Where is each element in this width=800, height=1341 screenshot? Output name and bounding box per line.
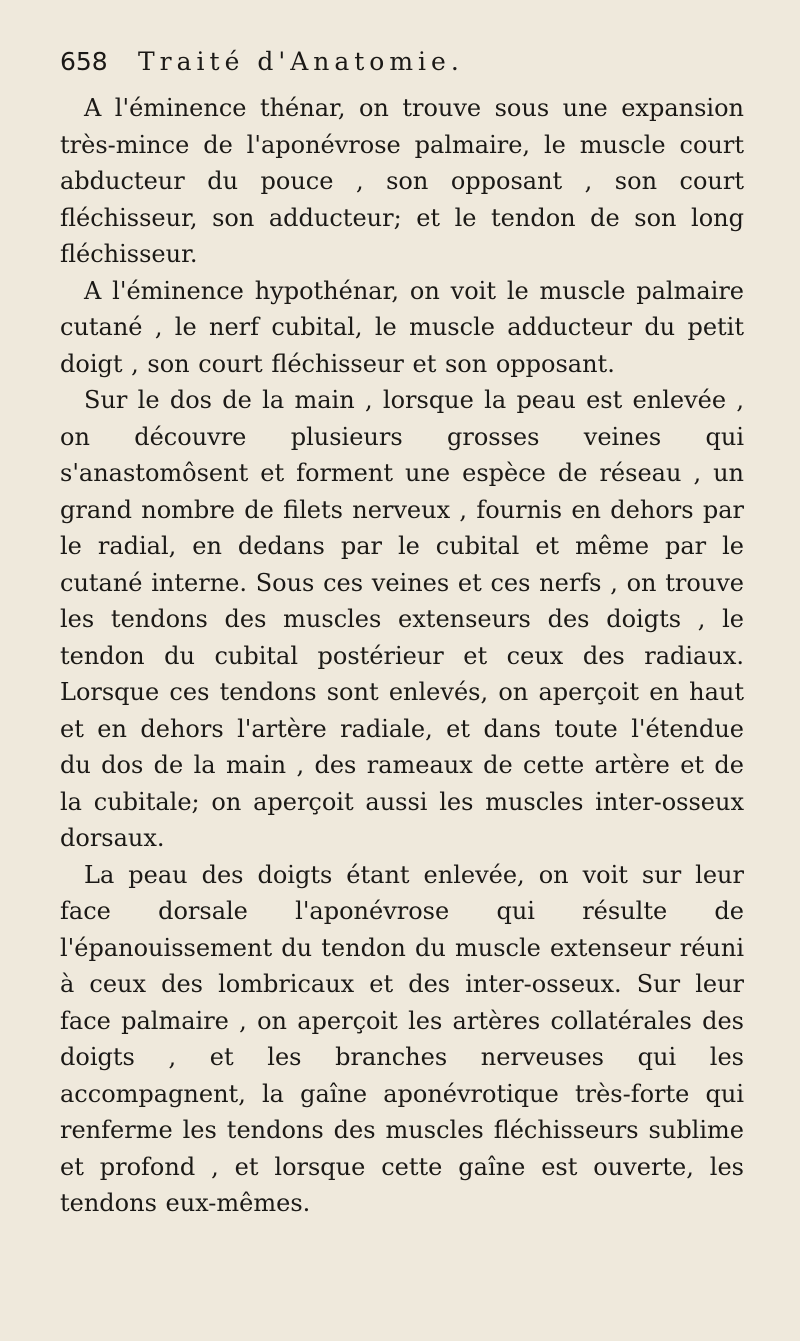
running-head: [60, 40, 744, 84]
paragraph-dos-de-la-main: Sur le dos de la main , lorsque la peau est enlevée , on découvre plusieurs grosses veines qui s'anastomôsent et forment une espèce de réseau , un grand nombre de filets nerveux , fournis en dehors par le radial, en dedans par le cubital et même par le cutané interne. Sous ces veines et ces nerfs , on trouve les tendons des muscles extenseurs des doigts , le tendon du cubital postérieur et ceux des radiaux. Lorsque ces tendons sont enlevés, on aperçoit en haut et en dehors l'artère radiale, et dans toute l'étendue du dos de la main , des rameaux de cette artère et de la cubitale; on aperçoit aussi les muscles inter-osseux dorsaux.: [60, 386, 744, 852]
paragraph-thenar: A l'éminence thénar, on trouve sous une expansion très-mince de l'aponévrose palmaire, le muscle court abducteur du pouce , son opposant , son court fléchisseur, son adducteur; et le tendon de son long fléchisseur.: [60, 94, 744, 268]
paragraph-doigts: La peau des doigts étant enlevée, on voit sur leur face dorsale l'aponévrose qui résulte de l'épanouissement du tendon du muscle extenseur réuni à ceux des lombricaux et des inter-osseux. Sur leur face palmaire , on aperçoit les artères collatérales des doigts , et les branches nerveuses qui les accompagnent, la gaîne aponévrotique très-forte qui renferme les tendons des muscles fléchisseurs sublime et profond , et lorsque cette gaîne est ouverte, les tendons eux-mêmes.: [60, 860, 744, 1217]
paragraph-hypothenar: A l'éminence hypothénar, on voit le muscle palmaire cutané , le nerf cubital, le muscle adducteur du petit doigt , son court fléchisseur et son opposant.: [60, 276, 744, 378]
body-text: [60, 90, 744, 1222]
running-title: Traité d'Anatomie.: [138, 47, 464, 76]
page-number: 658: [60, 47, 108, 76]
